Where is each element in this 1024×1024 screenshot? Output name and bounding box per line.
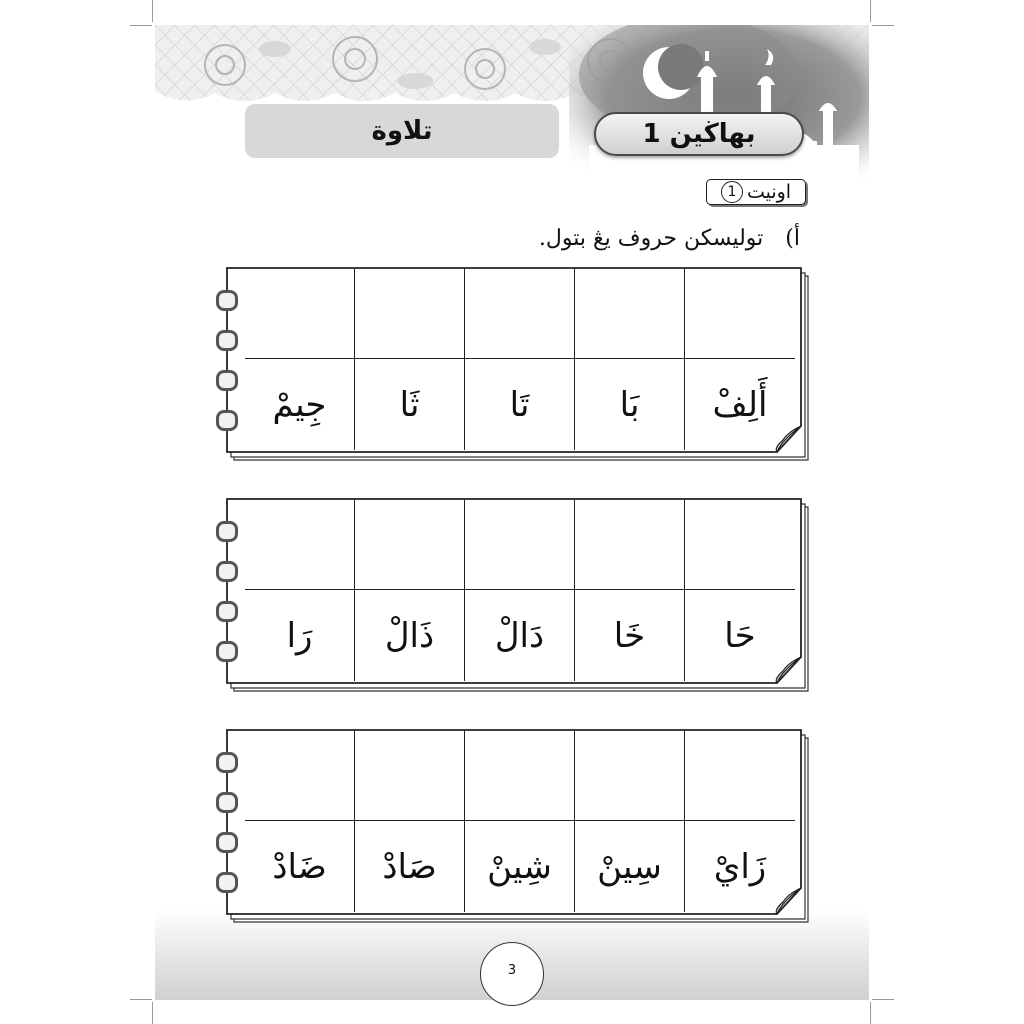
- answer-box[interactable]: [245, 499, 355, 590]
- binder-ring-icon: [216, 872, 238, 893]
- answer-box[interactable]: [355, 499, 465, 590]
- letter-name: تَا: [509, 384, 530, 425]
- letter-cell: [355, 590, 465, 681]
- answer-box[interactable]: [355, 730, 465, 821]
- answer-box[interactable]: [465, 499, 575, 590]
- instruction-text: توليسكن حروف يڠ بتول.: [538, 225, 764, 251]
- chapter-title: بهاڬين 1: [642, 119, 756, 149]
- binder-ring-icon: [216, 601, 238, 622]
- letter-cell: [685, 821, 795, 912]
- subject-title-bar: [245, 104, 559, 158]
- letter-name: دَالْ: [494, 615, 545, 656]
- answer-box[interactable]: [575, 268, 685, 359]
- letter-cell: [245, 821, 355, 912]
- crop-mark: [152, 0, 153, 22]
- answer-box[interactable]: [465, 268, 575, 359]
- binder-ring-icon: [216, 290, 238, 311]
- letter-name: ضَادْ: [272, 846, 327, 887]
- letter-grid: [245, 730, 795, 912]
- letter-cell: [465, 821, 575, 912]
- letter-name: ثَا: [399, 384, 420, 425]
- letter-name: جِيمْ: [272, 384, 327, 425]
- binder-ring-icon: [216, 832, 238, 853]
- letter-name: صَادْ: [382, 846, 437, 887]
- letter-grid: [245, 499, 795, 681]
- letter-name: سِينْ: [597, 846, 662, 887]
- subject-title: تلاوة: [371, 116, 433, 146]
- binder-ring-icon: [216, 641, 238, 662]
- crop-mark: [872, 999, 894, 1000]
- crop-mark: [130, 25, 152, 26]
- instruction-marker: أ): [785, 225, 800, 251]
- crop-mark: [152, 1002, 153, 1024]
- answer-box[interactable]: [685, 499, 795, 590]
- letter-grid: [245, 268, 795, 450]
- letter-name: بَا: [619, 384, 640, 425]
- crop-mark: [130, 999, 152, 1000]
- binder-ring-icon: [216, 561, 238, 582]
- chapter-title-pill: [594, 112, 804, 156]
- binder-ring-icon: [216, 521, 238, 542]
- letter-cell: [685, 590, 795, 681]
- letter-cell: [465, 590, 575, 681]
- binder-ring-icon: [216, 792, 238, 813]
- answer-box[interactable]: [245, 268, 355, 359]
- letter-cell: [355, 359, 465, 450]
- letter-cell: [245, 359, 355, 450]
- mosque-illustration: [569, 25, 869, 185]
- letter-name: زَايْ: [713, 846, 767, 887]
- letter-name: رَا: [286, 615, 313, 656]
- instruction-line: [430, 221, 800, 255]
- letter-name: خَا: [613, 615, 646, 656]
- letter-cell: [355, 821, 465, 912]
- letter-name: حَا: [724, 615, 756, 656]
- letter-cell: [575, 590, 685, 681]
- answer-box[interactable]: [465, 730, 575, 821]
- letter-cell: [465, 359, 575, 450]
- letter-cell: [575, 359, 685, 450]
- answer-box[interactable]: [685, 730, 795, 821]
- binder-ring-icon: [216, 410, 238, 431]
- crop-mark: [872, 25, 894, 26]
- unit-number: 1: [721, 181, 743, 203]
- binder-ring-icon: [216, 370, 238, 391]
- binder-ring-icon: [216, 752, 238, 773]
- unit-label: [706, 179, 806, 205]
- answer-box[interactable]: [355, 268, 465, 359]
- crop-mark: [870, 1002, 871, 1024]
- letter-cell: [575, 821, 685, 912]
- letter-name: شِينْ: [487, 846, 552, 887]
- answer-box[interactable]: [575, 730, 685, 821]
- letter-cell: [245, 590, 355, 681]
- crop-mark: [870, 0, 871, 22]
- page-number: 3: [507, 963, 517, 978]
- answer-box[interactable]: [575, 499, 685, 590]
- letter-name: ذَالْ: [384, 615, 435, 656]
- letter-name: أَلِفْ: [712, 384, 768, 425]
- answer-box[interactable]: [685, 268, 795, 359]
- unit-text: اونيت: [746, 181, 792, 203]
- letter-cell: [685, 359, 795, 450]
- page-number-circle: [480, 942, 544, 1006]
- answer-box[interactable]: [245, 730, 355, 821]
- binder-ring-icon: [216, 330, 238, 351]
